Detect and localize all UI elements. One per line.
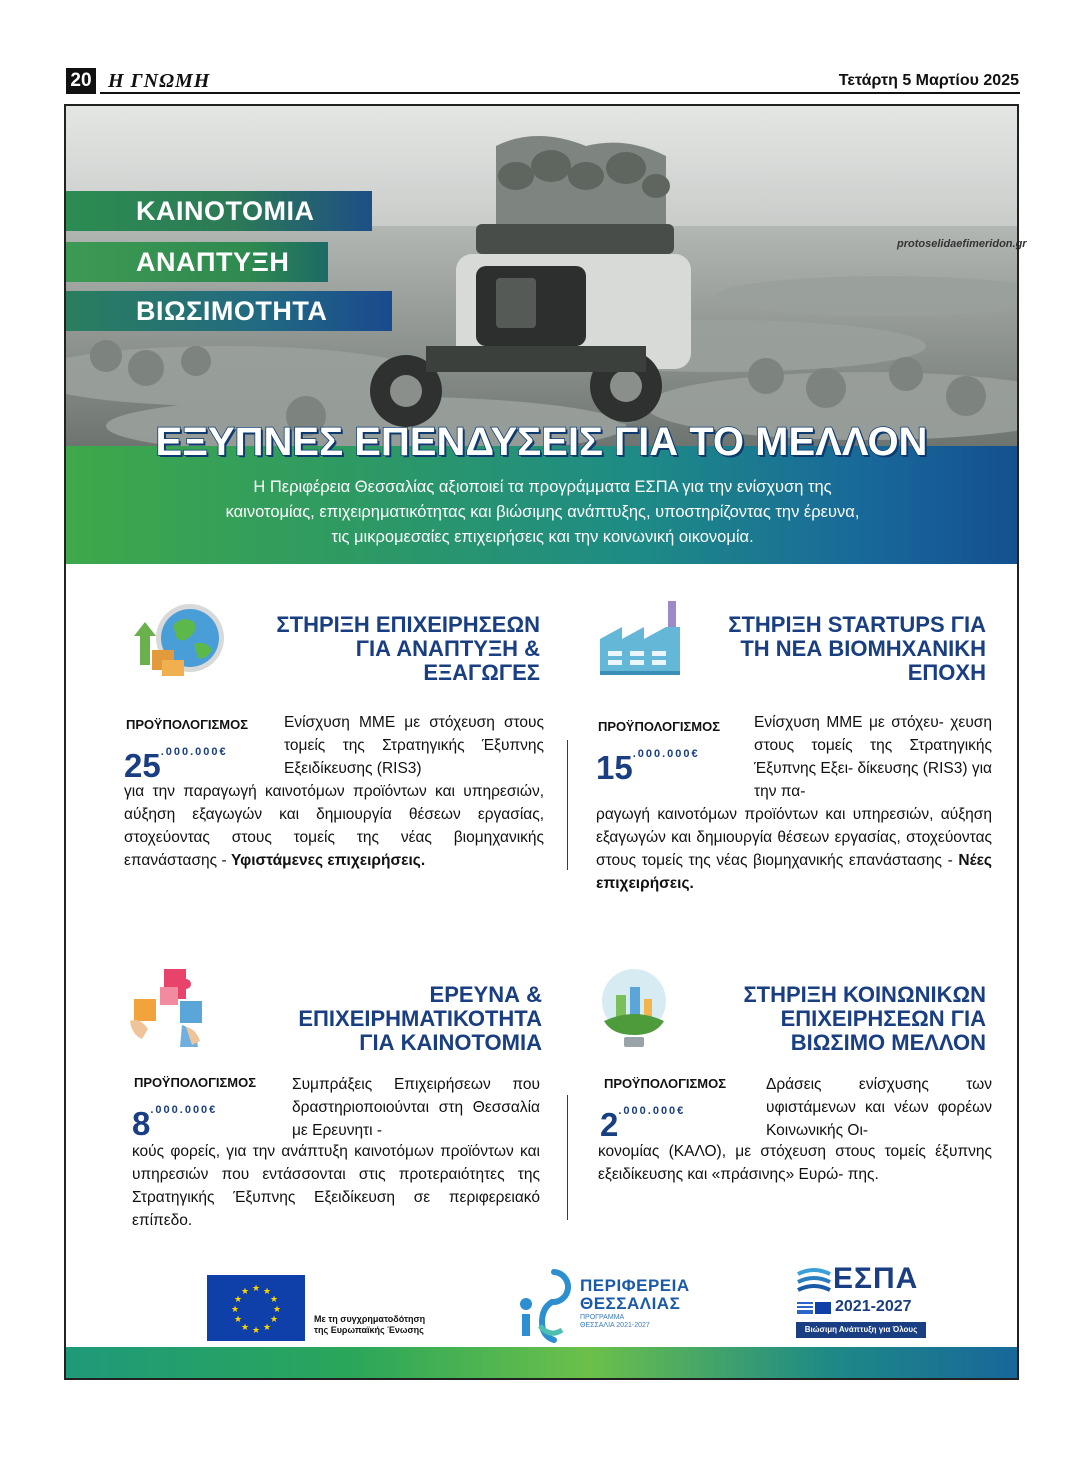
program-line: ΠΡΟΓΡΑΜΜΑ [580,1314,625,1321]
svg-text:★: ★ [272,1305,282,1315]
description-text: ραγωγή καινοτόμων προϊόντων και υπηρεσιών, αύξηση εξαγωγών και δημιουργία θέσεων εργασίας, στοχεύοντας στους τομείς της νέας βιομηχανικής επανάστασης - [596,806,992,869]
budget-label: ΠΡΟΫΠΟΛΟΓΙΣΜΟΣ [604,1076,727,1091]
svg-text:★: ★ [262,1323,272,1333]
espa-period: 2021-2027 [835,1298,912,1315]
watermark: protoselidaefimeridon.gr [897,238,1027,250]
espa-slogan: Βιώσιμη Ανάπτυξη για Όλους [796,1322,926,1338]
region-name-line2: ΘΕΣΣΑΛΙΑΣ [580,1294,681,1313]
description-text: κούς φορείς, για την ανάπτυξη καινοτόμων προϊόντων και υπηρεσιών που εντάσσονται στις προτεραιότητες της Στρατηγικής Έξυπνης Εξειδίκευση σε περιφερειακό επίπεδο. [132,1143,540,1229]
budget-rest: .000.000€ [150,1104,218,1116]
description-top: Δράσεις ενίσχυσης των υφιστάμενων και νέων φορέων Κοινωνικής Οι- [766,1076,992,1139]
title-line: ΕΡΕΥΝΑ & [429,982,542,1007]
budget-rest: .000.000€ [618,1105,686,1117]
title-line: ΕΞΑΓΩΓΕΣ [423,660,540,685]
program-line: ΘΕΣΣΑΛΙΑ 2021-2027 [580,1322,650,1329]
description-top: Ενίσχυση ΜΜΕ με στόχευση στους τομείς της Στρατηγικής Έξυπνης Εξειδίκευσης (RIS3) [284,714,544,777]
title-line: ΒΙΩΣΙΜΟ ΜΕΛΛΟΝ [790,1030,986,1055]
issue-date: Τετάρτη 5 Μαρτίου 2025 [838,72,1019,89]
intro-line: Η Περιφέρεια Θεσσαλίας αξιοποιεί τα προγράμματα ΕΣΠΑ για την ενίσχυση της [253,478,832,496]
budget-label: ΠΡΟΫΠΟΛΟΓΙΣΜΟΣ [126,717,249,732]
svg-text:★: ★ [240,1323,250,1333]
svg-text:★: ★ [269,1295,279,1305]
title-line: ΕΠΙΧΕΙΡΗΜΑΤΙΚΟΤΗΤΑ [298,1006,542,1031]
budget-rest: .000.000€ [632,748,700,760]
intro-line: τις μικρομεσαίες επιχειρήσεις και την κοινωνική οικονομία. [331,528,754,546]
title-line: ΓΙΑ ΚΑΙΝΟΤΟΜΙΑ [359,1030,542,1055]
description-emphasis: Υφιστάμενες επιχειρήσεις. [230,852,426,869]
description-top: Συμπράξεις Επιχειρήσεων που δραστηριοποιούνται στη Θεσσαλία με Ερευνητι - [292,1076,540,1139]
header-rule [100,92,1020,94]
svg-text:★: ★ [269,1315,279,1325]
title-line: ΣΤΗΡΙΞΗ ΚΟΙΝΩΝΙΚΩΝ [743,982,986,1007]
tag-innovation: ΚΑΙΝΟΤΟΜΙΑ [66,191,372,231]
title-line: ΓΙΑ ΑΝΑΠΤΥΞΗ & [355,636,540,661]
svg-text:★: ★ [251,1326,261,1336]
title-line: ΕΠΙΧΕΙΡΗΣΕΩΝ ΓΙΑ [780,1006,986,1031]
title-line: ΣΤΗΡΙΞΗ STARTUPS ΓΙΑ [728,612,986,637]
title-line: ΤΗ ΝΕΑ ΒΙΟΜΗΧΑΝΙΚΗ [740,636,986,661]
budget-main: 25 [124,747,161,784]
page-frame [64,104,1019,1380]
espa-logo-text: ΕΣΠΑ [833,1262,919,1295]
tag-growth: ΑΝΑΠΤΥΞΗ [66,242,328,282]
svg-text:★: ★ [251,1284,261,1294]
region-name-line1: ΠΕΡΙΦΕΡΕΙΑ [580,1276,690,1295]
description-emphasis: Νέες επιχειρήσεις. [596,852,992,892]
svg-text:★: ★ [262,1287,272,1297]
budget-label: ΠΡΟΫΠΟΛΟΓΙΣΜΟΣ [598,719,721,734]
svg-text:★: ★ [233,1295,243,1305]
caption-line: Με τη συγχρηματοδότηση [314,1314,426,1324]
caption-line: της Ευρωπαϊκής Ένωσης [314,1325,424,1335]
title-line: ΣΤΗΡΙΞΗ ΕΠΙΧΕΙΡΗΣΕΩΝ [276,612,540,637]
description-text: κονομίας (ΚΑΛΟ), με στόχευση στους τομείς έξυπνης εξειδίκευσης και «πράσινης» Ευρώ- πης. [598,1143,992,1183]
budget-main: 15 [596,749,633,786]
budget-main: 2 [600,1106,619,1143]
svg-text:★: ★ [233,1315,243,1325]
budget-main: 8 [132,1105,151,1142]
title-line: ΕΠΟΧΗ [907,660,986,685]
svg-text:★: ★ [240,1287,250,1297]
tag-sustainability: ΒΙΩΣΙΜΟΤΗΤΑ [66,291,392,331]
masthead: Η ΓΝΩΜΗ [108,70,211,92]
description-top: Ενίσχυση ΜΜΕ με στόχευ- χευση στους τομείς της Στρατηγικής Έξυπνης Εξει- δίκευσης (RIS3) για την πα- [754,714,992,800]
banner-title: ΕΞΥΠΝΕΣ ΕΠΕΝΔΥΣΕΙΣ ΓΙΑ ΤΟ ΜΕΛΛΟΝ [155,420,928,464]
budget-rest: .000.000€ [160,746,228,758]
description-text: για την παραγωγή καινοτόμων προϊόντων και υπηρεσιών, αύξηση εξαγωγών και δημιουργία θέσεων εργασίας, στοχεύοντας στους τομείς της νέας βιομηχανικής επανάστασης - [124,783,544,869]
svg-text:★: ★ [230,1305,240,1315]
budget-label: ΠΡΟΫΠΟΛΟΓΙΣΜΟΣ [134,1075,257,1090]
page-number: 20 [66,68,96,94]
intro-line: καινοτομίας, επιχειρηματικότητας και βιώσιμης ανάπτυξης, υποστηρίζοντας την έρευνα, [225,503,860,521]
